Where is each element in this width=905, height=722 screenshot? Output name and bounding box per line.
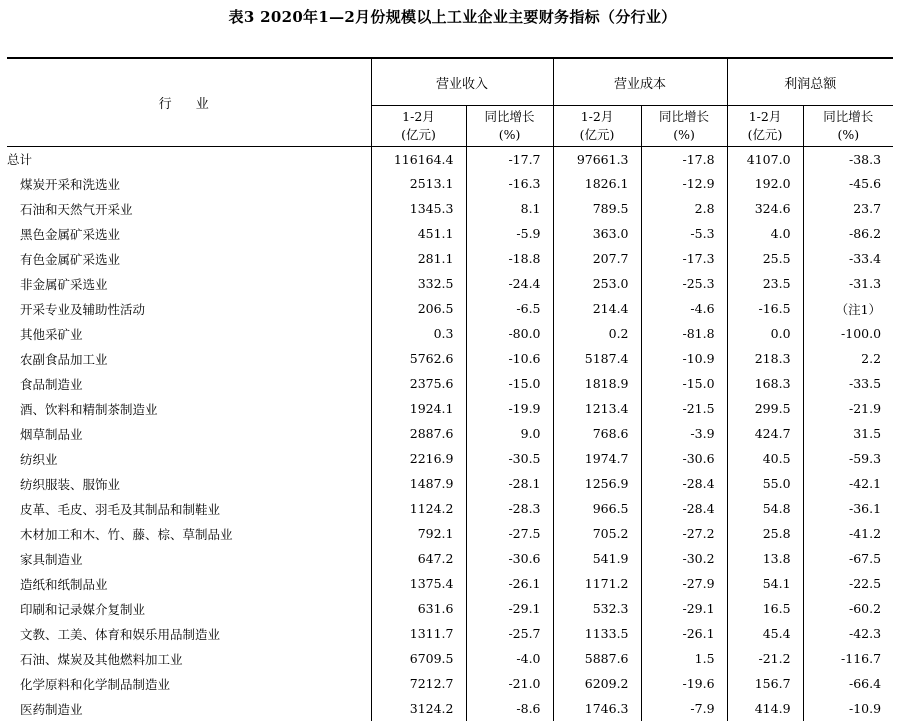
profit-growth: -31.3 xyxy=(803,271,893,296)
cost-growth: -26.1 xyxy=(641,621,727,646)
table-row xyxy=(7,271,893,296)
revenue-growth-header: 同比增长 (%) xyxy=(466,106,553,147)
table-header xyxy=(7,58,893,147)
industry-name: 造纸和纸制品业 xyxy=(20,576,108,592)
cost-value: 214.4 xyxy=(553,296,641,321)
cost-value: 1213.4 xyxy=(553,396,641,421)
cost-value: 705.2 xyxy=(553,521,641,546)
revenue-growth: -24.4 xyxy=(466,271,553,296)
profit-growth: -33.5 xyxy=(803,371,893,396)
profit-value: 414.9 xyxy=(727,696,803,721)
industry-name: 木材加工和木、竹、藤、棕、草制品业 xyxy=(20,526,233,542)
table-row xyxy=(7,221,893,246)
revenue-group-header: 营业收入 xyxy=(371,58,553,106)
profit-value: 192.0 xyxy=(727,171,803,196)
revenue-growth: -28.3 xyxy=(466,496,553,521)
cost-value: 363.0 xyxy=(553,221,641,246)
revenue-growth: -27.5 xyxy=(466,521,553,546)
industry-name: 文教、工美、体育和娱乐用品制造业 xyxy=(20,626,221,642)
profit-value: 4107.0 xyxy=(727,147,803,172)
industry-name: 医药制造业 xyxy=(20,701,83,717)
profit-growth: -38.3 xyxy=(803,147,893,172)
revenue-growth: -80.0 xyxy=(466,321,553,346)
industry-name: 纺织服装、服饰业 xyxy=(20,476,121,492)
cost-growth: 2.8 xyxy=(641,196,727,221)
profit-value: 299.5 xyxy=(727,396,803,421)
revenue-growth: -16.3 xyxy=(466,171,553,196)
industry-column-header: 行 业 xyxy=(7,58,371,147)
cost-growth: -10.9 xyxy=(641,346,727,371)
cost-value: 1818.9 xyxy=(553,371,641,396)
revenue-value: 1375.4 xyxy=(371,571,466,596)
profit-value: 40.5 xyxy=(727,446,803,471)
cost-value: 253.0 xyxy=(553,271,641,296)
cost-period-header: 1-2月 (亿元) xyxy=(553,106,641,147)
profit-value: 54.1 xyxy=(727,571,803,596)
table-row xyxy=(7,471,893,496)
revenue-growth: -8.6 xyxy=(466,696,553,721)
profit-growth: -41.2 xyxy=(803,521,893,546)
revenue-value: 1924.1 xyxy=(371,396,466,421)
table-row xyxy=(7,621,893,646)
industry-name: 非金属矿采选业 xyxy=(20,276,108,292)
profit-growth: -33.4 xyxy=(803,246,893,271)
revenue-growth: -30.6 xyxy=(466,546,553,571)
cost-growth: -17.8 xyxy=(641,147,727,172)
cost-value: 789.5 xyxy=(553,196,641,221)
industry-name: 食品制造业 xyxy=(20,376,83,392)
revenue-value: 116164.4 xyxy=(371,147,466,172)
cost-growth: -7.9 xyxy=(641,696,727,721)
table-row xyxy=(7,546,893,571)
profit-value: 4.0 xyxy=(727,221,803,246)
table-body xyxy=(7,147,893,722)
table-row xyxy=(7,671,893,696)
cost-value: 1171.2 xyxy=(553,571,641,596)
revenue-value: 206.5 xyxy=(371,296,466,321)
profit-value: 218.3 xyxy=(727,346,803,371)
profit-growth: -21.9 xyxy=(803,396,893,421)
profit-value: 16.5 xyxy=(727,596,803,621)
cost-value: 6209.2 xyxy=(553,671,641,696)
cost-value: 207.7 xyxy=(553,246,641,271)
revenue-value: 3124.2 xyxy=(371,696,466,721)
industry-name: 其他采矿业 xyxy=(20,326,83,342)
cost-growth: -3.9 xyxy=(641,421,727,446)
revenue-growth: -21.0 xyxy=(466,671,553,696)
profit-value: 54.8 xyxy=(727,496,803,521)
cost-growth: -25.3 xyxy=(641,271,727,296)
table-row xyxy=(7,246,893,271)
revenue-value: 1124.2 xyxy=(371,496,466,521)
revenue-growth: 8.1 xyxy=(466,196,553,221)
cost-value: 1826.1 xyxy=(553,171,641,196)
profit-growth: -116.7 xyxy=(803,646,893,671)
cost-growth: -28.4 xyxy=(641,496,727,521)
table-row xyxy=(7,396,893,421)
revenue-period-header: 1-2月 (亿元) xyxy=(371,106,466,147)
profit-value: 13.8 xyxy=(727,546,803,571)
table-row xyxy=(7,371,893,396)
table-row xyxy=(7,696,893,721)
industry-name: 皮革、毛皮、羽毛及其制品和制鞋业 xyxy=(20,501,221,517)
cost-growth: -81.8 xyxy=(641,321,727,346)
revenue-growth: -19.9 xyxy=(466,396,553,421)
cost-value: 768.6 xyxy=(553,421,641,446)
cost-growth: -27.2 xyxy=(641,521,727,546)
revenue-value: 7212.7 xyxy=(371,671,466,696)
table-row xyxy=(7,296,893,321)
industry-name: 酒、饮料和精制茶制造业 xyxy=(20,401,158,417)
profit-value: 168.3 xyxy=(727,371,803,396)
cost-value: 541.9 xyxy=(553,546,641,571)
revenue-growth: 9.0 xyxy=(466,421,553,446)
table-title: 表3 2020年1—2月份规模以上工业企业主要财务指标（分行业） xyxy=(228,8,677,26)
profit-growth: -36.1 xyxy=(803,496,893,521)
profit-value: -16.5 xyxy=(727,296,803,321)
revenue-value: 631.6 xyxy=(371,596,466,621)
revenue-value: 281.1 xyxy=(371,246,466,271)
profit-growth: -60.2 xyxy=(803,596,893,621)
table-row xyxy=(7,596,893,621)
cost-growth: -28.4 xyxy=(641,471,727,496)
industry-name: 开采专业及辅助性活动 xyxy=(20,301,146,317)
revenue-growth: -17.7 xyxy=(466,147,553,172)
cost-value: 1133.5 xyxy=(553,621,641,646)
cost-group-header: 营业成本 xyxy=(553,58,727,106)
table-row xyxy=(7,646,893,671)
profit-growth: -86.2 xyxy=(803,221,893,246)
cost-growth: -30.2 xyxy=(641,546,727,571)
cost-value: 5887.6 xyxy=(553,646,641,671)
profit-growth: -42.1 xyxy=(803,471,893,496)
cost-value: 1974.7 xyxy=(553,446,641,471)
cost-growth: 1.5 xyxy=(641,646,727,671)
profit-value: 55.0 xyxy=(727,471,803,496)
cost-value: 966.5 xyxy=(553,496,641,521)
revenue-value: 1487.9 xyxy=(371,471,466,496)
profit-growth: 23.7 xyxy=(803,196,893,221)
revenue-value: 2887.6 xyxy=(371,421,466,446)
profit-growth: 2.2 xyxy=(803,346,893,371)
cost-growth: -15.0 xyxy=(641,371,727,396)
revenue-value: 2513.1 xyxy=(371,171,466,196)
profit-value: 25.5 xyxy=(727,246,803,271)
table-row xyxy=(7,571,893,596)
profit-growth: -22.5 xyxy=(803,571,893,596)
revenue-value: 1345.3 xyxy=(371,196,466,221)
revenue-value: 5762.6 xyxy=(371,346,466,371)
profit-growth: -59.3 xyxy=(803,446,893,471)
industry-name: 纺织业 xyxy=(20,451,58,467)
revenue-growth: -25.7 xyxy=(466,621,553,646)
industry-name: 有色金属矿采选业 xyxy=(20,251,121,267)
revenue-growth: -6.5 xyxy=(466,296,553,321)
table-row xyxy=(7,147,893,172)
revenue-growth: -26.1 xyxy=(466,571,553,596)
profit-value: -21.2 xyxy=(727,646,803,671)
cost-growth: -17.3 xyxy=(641,246,727,271)
revenue-value: 332.5 xyxy=(371,271,466,296)
cost-value: 0.2 xyxy=(553,321,641,346)
industry-name: 家具制造业 xyxy=(20,551,83,567)
revenue-value: 451.1 xyxy=(371,221,466,246)
cost-growth: -5.3 xyxy=(641,221,727,246)
revenue-value: 1311.7 xyxy=(371,621,466,646)
cost-growth: -29.1 xyxy=(641,596,727,621)
table-row xyxy=(7,446,893,471)
profit-value: 23.5 xyxy=(727,271,803,296)
revenue-value: 2216.9 xyxy=(371,446,466,471)
industry-name: 印刷和记录媒介复制业 xyxy=(20,601,146,617)
profit-growth: -10.9 xyxy=(803,696,893,721)
cost-growth: -19.6 xyxy=(641,671,727,696)
profit-value: 324.6 xyxy=(727,196,803,221)
table-row xyxy=(7,321,893,346)
revenue-value: 6709.5 xyxy=(371,646,466,671)
profit-value: 156.7 xyxy=(727,671,803,696)
revenue-value: 2375.6 xyxy=(371,371,466,396)
industry-name: 农副食品加工业 xyxy=(20,351,108,367)
revenue-value: 0.3 xyxy=(371,321,466,346)
cost-growth-header: 同比增长 (%) xyxy=(641,106,727,147)
cost-value: 97661.3 xyxy=(553,147,641,172)
industry-name: 化学原料和化学制品制造业 xyxy=(20,676,171,692)
financial-indicators-table xyxy=(7,57,893,721)
profit-growth-header: 同比增长 (%) xyxy=(803,106,893,147)
cost-value: 1746.3 xyxy=(553,696,641,721)
profit-growth: -42.3 xyxy=(803,621,893,646)
revenue-growth: -29.1 xyxy=(466,596,553,621)
industry-name: 石油和天然气开采业 xyxy=(20,201,133,217)
revenue-growth: -15.0 xyxy=(466,371,553,396)
cost-growth: -27.9 xyxy=(641,571,727,596)
table-row xyxy=(7,171,893,196)
revenue-growth: -4.0 xyxy=(466,646,553,671)
profit-growth: 31.5 xyxy=(803,421,893,446)
cost-value: 532.3 xyxy=(553,596,641,621)
revenue-value: 792.1 xyxy=(371,521,466,546)
industry-name: 黑色金属矿采选业 xyxy=(20,226,121,242)
table-row xyxy=(7,346,893,371)
revenue-growth: -28.1 xyxy=(466,471,553,496)
cost-growth: -21.5 xyxy=(641,396,727,421)
industry-name: 石油、煤炭及其他燃料加工业 xyxy=(20,651,183,667)
table-row xyxy=(7,496,893,521)
profit-growth: -66.4 xyxy=(803,671,893,696)
cost-growth: -4.6 xyxy=(641,296,727,321)
revenue-growth: -10.6 xyxy=(466,346,553,371)
profit-growth: -100.0 xyxy=(803,321,893,346)
profit-value: 424.7 xyxy=(727,421,803,446)
profit-growth: -67.5 xyxy=(803,546,893,571)
revenue-growth: -5.9 xyxy=(466,221,553,246)
profit-group-header: 利润总额 xyxy=(727,58,893,106)
revenue-growth: -30.5 xyxy=(466,446,553,471)
table-row xyxy=(7,421,893,446)
table-row xyxy=(7,521,893,546)
cost-value: 1256.9 xyxy=(553,471,641,496)
profit-value: 25.8 xyxy=(727,521,803,546)
profit-period-header: 1-2月 (亿元) xyxy=(727,106,803,147)
cost-growth: -12.9 xyxy=(641,171,727,196)
table-row xyxy=(7,196,893,221)
profit-growth: -45.6 xyxy=(803,171,893,196)
revenue-value: 647.2 xyxy=(371,546,466,571)
industry-name: 煤炭开采和洗选业 xyxy=(20,176,121,192)
cost-value: 5187.4 xyxy=(553,346,641,371)
profit-value: 45.4 xyxy=(727,621,803,646)
revenue-growth: -18.8 xyxy=(466,246,553,271)
industry-name: 烟草制品业 xyxy=(20,426,83,442)
profit-value: 0.0 xyxy=(727,321,803,346)
industry-name: 总计 xyxy=(7,152,33,167)
profit-growth: （注1） xyxy=(803,296,893,321)
cost-growth: -30.6 xyxy=(641,446,727,471)
